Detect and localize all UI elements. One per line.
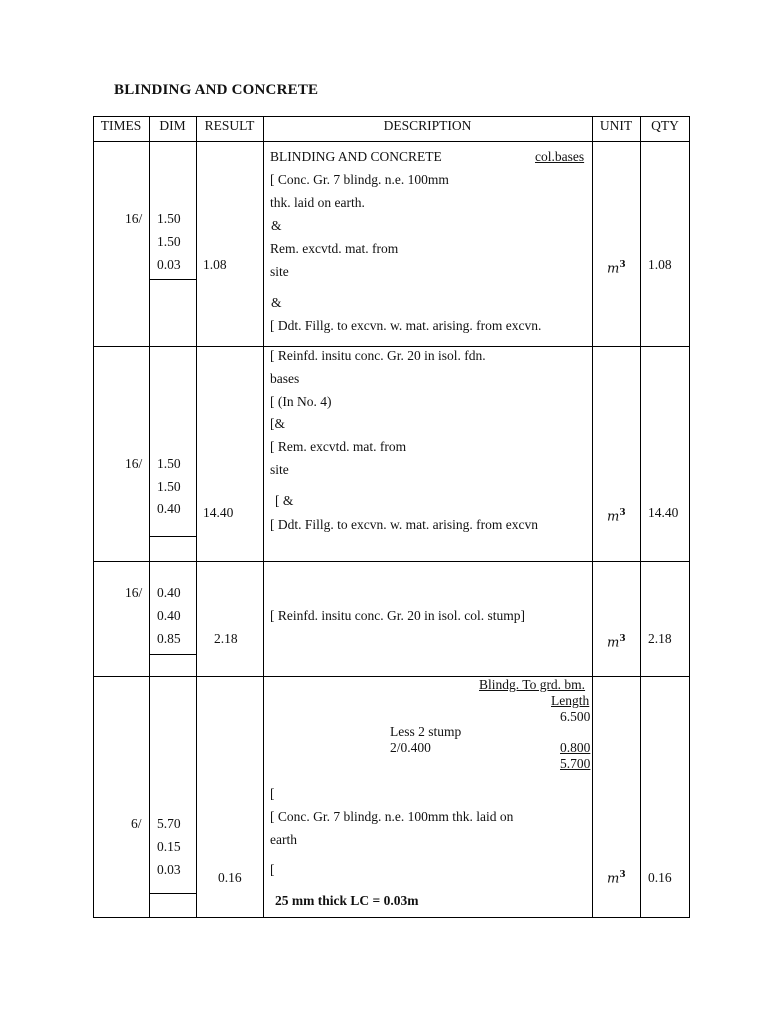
calc-length-label: Length	[551, 693, 590, 708]
dim-underline	[149, 536, 196, 537]
qty-value: 0.16	[648, 870, 672, 885]
column-divider	[640, 116, 641, 918]
times-value: 6/	[131, 816, 142, 831]
result-value: 0.16	[218, 870, 242, 885]
description-line: [ (In No. 4)	[270, 394, 332, 409]
thickness-note: 25 mm thick LC = 0.03m	[275, 893, 419, 908]
description-line: [	[270, 862, 275, 877]
description-line: Rem. excvtd. mat. from	[270, 241, 399, 256]
description-line: &	[271, 295, 282, 310]
calc-heading: Blindg. To grd. bm.	[479, 677, 586, 692]
description-line: [ Reinfd. insitu conc. Gr. 20 in isol. fdn.	[270, 348, 486, 363]
header-dim: DIM	[159, 118, 186, 133]
header-times: TIMES	[100, 118, 142, 133]
qty-value: 1.08	[648, 257, 672, 272]
dim-value: 0.85	[157, 631, 181, 646]
calc-net-value: 5.700	[560, 756, 591, 771]
description-line: [ Rem. excvtd. mat. from	[270, 439, 407, 454]
column-divider	[196, 116, 197, 918]
calc-less-formula: 2/0.400	[390, 740, 431, 755]
dim-value: 1.50	[157, 479, 181, 494]
dim-value: 0.40	[157, 501, 181, 516]
calc-less-value: 0.800	[560, 740, 591, 755]
result-value: 14.40	[203, 505, 234, 520]
header-qty: QTY	[651, 118, 679, 133]
description-line: [ Conc. Gr. 7 blindg. n.e. 100mm thk. laid on	[270, 809, 514, 824]
times-value: 16/	[125, 456, 143, 471]
dim-value: 0.03	[157, 862, 181, 877]
header-divider	[93, 141, 690, 142]
page-title: BLINDING AND CONCRETE	[114, 82, 319, 98]
description-heading: BLINDING AND CONCRETE	[270, 149, 442, 164]
header-result: RESULT	[204, 118, 255, 133]
dim-value: 0.40	[157, 585, 181, 600]
column-divider	[592, 116, 593, 918]
description-line: bases	[270, 371, 300, 386]
header-unit: UNIT	[599, 118, 633, 133]
row-divider	[93, 346, 690, 347]
dim-value: 1.50	[157, 211, 181, 226]
qty-value: 14.40	[648, 505, 679, 520]
unit-value: $m^3$	[607, 508, 626, 525]
column-divider	[149, 116, 150, 918]
description-line: [ Ddt. Fillg. to excvn. w. mat. arising. from excvn	[270, 517, 538, 532]
times-value: 16/	[125, 211, 143, 226]
description-line: thk. laid on earth.	[270, 195, 365, 210]
row-divider	[93, 676, 690, 677]
unit-value: $m^3$	[607, 260, 626, 277]
description-line: [ Reinfd. insitu conc. Gr. 20 in isol. col. stump]	[270, 608, 525, 623]
dim-value: 0.03	[157, 257, 181, 272]
description-line: [ Ddt. Fillg. to excvn. w. mat. arising. from excvn.	[270, 318, 542, 333]
calc-less-label: Less 2 stump	[390, 724, 462, 739]
description-line: site	[270, 264, 289, 279]
description-line: site	[270, 462, 289, 477]
qty-value: 2.18	[648, 631, 672, 646]
unit-value: $m^3$	[607, 634, 626, 651]
description-line: [ Conc. Gr. 7 blindg. n.e. 100mm	[270, 172, 449, 187]
dim-value: 5.70	[157, 816, 181, 831]
header-description: DESCRIPTION	[383, 118, 472, 133]
dim-value: 0.15	[157, 839, 181, 854]
description-tag: col.bases	[535, 149, 585, 164]
description-line: [ &	[275, 493, 294, 508]
description-line: earth	[270, 832, 297, 847]
dim-value: 1.50	[157, 234, 181, 249]
description-line: [&	[270, 416, 285, 431]
dim-underline	[149, 279, 196, 280]
dim-value: 0.40	[157, 608, 181, 623]
dim-underline	[149, 654, 196, 655]
unit-value: $m^3$	[607, 870, 626, 887]
row-divider	[93, 561, 690, 562]
description-line: &	[271, 218, 282, 233]
result-value: 2.18	[214, 631, 238, 646]
column-divider	[263, 116, 264, 918]
calc-length-value: 6.500	[560, 709, 591, 724]
dim-underline	[149, 893, 196, 894]
dim-value: 1.50	[157, 456, 181, 471]
times-value: 16/	[125, 585, 143, 600]
description-line: [	[270, 786, 275, 801]
result-value: 1.08	[203, 257, 227, 272]
